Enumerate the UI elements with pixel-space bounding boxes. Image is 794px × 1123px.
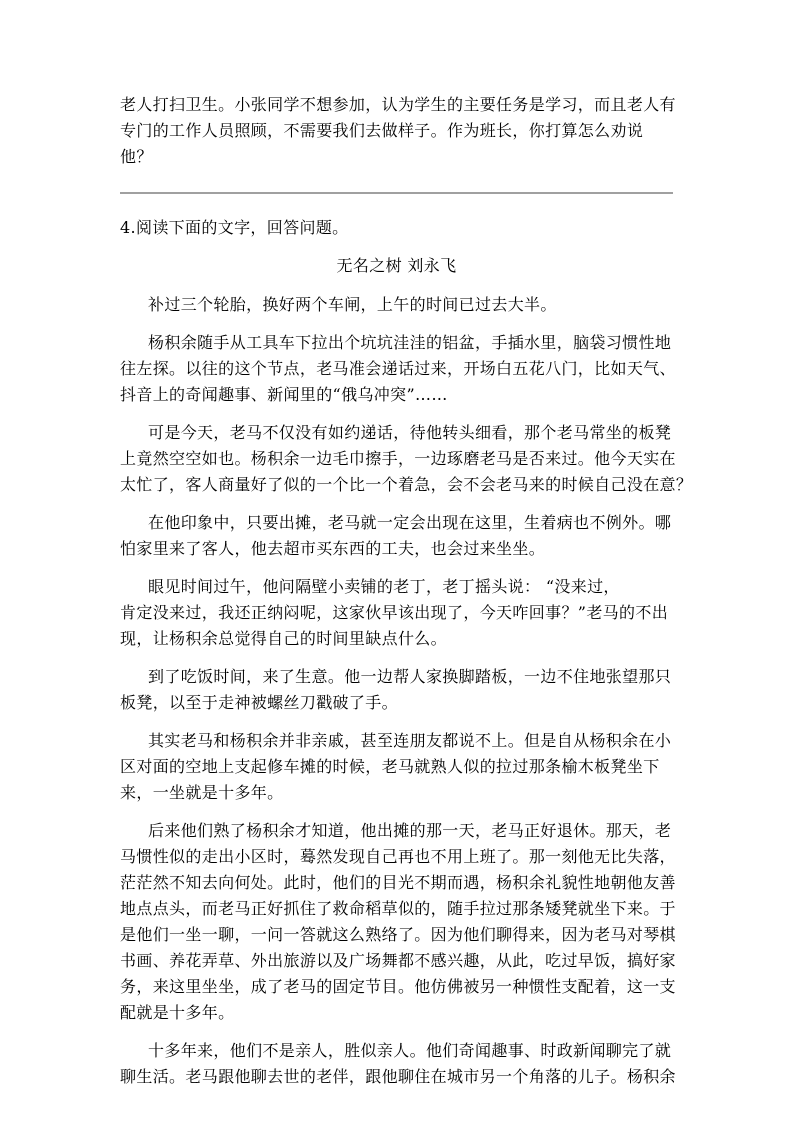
paragraph-line: 肯定没来过，我还正纳闷呢，这家伙早该出现了，今天咋回事？”老马的不出 (120, 603, 669, 622)
paragraph-line: 来，一坐就是十多年。 (120, 783, 284, 802)
paragraph-line: 其实老马和杨积余并非亲戚，甚至连朋友都说不上。但是自从杨积余在小 (148, 731, 672, 750)
article-title: 无名之树 刘永飞 (336, 256, 457, 275)
paragraph-line: 太忙了，客人商量好了似的一个比一个着急，会不会老马来的时候自己没在意？ (120, 475, 693, 494)
question-heading: 4.阅读下面的文字，回答问题。 (120, 218, 349, 237)
paragraph-line: 到了吃饭时间，来了生意。他一边帮人家换脚踏板，一边不住地张望那只 (148, 667, 672, 686)
paragraph-line: 现，让杨积余总觉得自己的时间里缺点什么。 (120, 629, 448, 648)
paragraph-line: 抖音上的奇闻趣事、新闻里的“俄乌冲突”…… (120, 385, 448, 404)
paragraph-line: 可是今天，老马不仅没有如约递话，待他转头细看，那个老马常坐的板凳 (148, 423, 672, 442)
text-line: 老人打扫卫生。小张同学不想参加，认为学生的主要任务是学习，而且老人有 (120, 95, 676, 114)
paragraph-line: 十多年来，他们不是亲人，胜似亲人。他们奇闻趣事、时政新闻聊完了就 (148, 1041, 672, 1060)
paragraph-line: 上竟然空空如也。杨积余一边毛巾擦手，一边琢磨老马是否来过。他今天实在 (120, 449, 676, 468)
paragraph-line: 聊生活。老马跟他聊去世的老伴，跟他聊住在城市另一个角落的儿子。杨积余 (120, 1067, 676, 1086)
paragraph-line: 书画、养花弄草、外出旅游以及广场舞都不感兴趣，从此，吃过早饭，搞好家 (120, 951, 676, 970)
paragraph-line: 务，来这里坐坐，成了老马的固定节目。他仿佛被另一种惯性支配着，这一支 (120, 977, 676, 996)
paragraph-line: 区对面的空地上支起修车摊的时候，老马就熟人似的拉过那条榆木板凳坐下 (120, 757, 660, 776)
paragraph-line: 地点点头，而老马正好抓住了救命稻草似的，随手拉过那条矮凳就坐下来。于 (120, 899, 676, 918)
section-divider (120, 192, 673, 194)
paragraph-line: 板凳，以至于走神被螺丝刀戳破了手。 (120, 693, 398, 712)
paragraph-line: 杨积余随手从工具车下拉出个坑坑洼洼的铝盆，手插水里，脑袋习惯性地 (148, 333, 672, 352)
paragraph-line: 马惯性似的走出小区时，蓦然发现自己再也不用上班了。那一刻他无比失落， (120, 847, 676, 866)
paragraph-line: 是他们一坐一聊，一问一答就这么熟络了。因为他们聊得来，因为老马对琴棋 (120, 925, 676, 944)
paragraph-line: 往左探。以往的这个节点，老马准会递话过来，开场白五花八门，比如天气、 (120, 359, 676, 378)
paragraph-line: 后来他们熟了杨积余才知道，他出摊的那一天，老马正好退休。那天，老 (148, 821, 672, 840)
paragraph-line: 配就是十多年。 (120, 1003, 235, 1022)
paragraph-line: 在他印象中，只要出摊，老马就一定会出现在这里，生着病也不例外。哪 (148, 513, 672, 532)
paragraph-line: 补过三个轮胎，换好两个车闸，上午的时间已过去大半。 (148, 295, 557, 314)
text-line: 他？ (120, 147, 153, 166)
text-line: 专门的工作人员照顾，不需要我们去做样子。作为班长，你打算怎么劝说 (120, 121, 644, 140)
paragraph-line: 怕家里来了客人，他去超市买东西的工夫，也会过来坐坐。 (120, 539, 546, 558)
paragraph-line: 茫茫然不知去向何处。此时，他们的目光不期而遇，杨积余礼貌性地朝他友善 (120, 873, 676, 892)
paragraph-line: 眼见时间过午，他问隔壁小卖铺的老丁，老丁摇头说： “没来过， (148, 577, 620, 596)
